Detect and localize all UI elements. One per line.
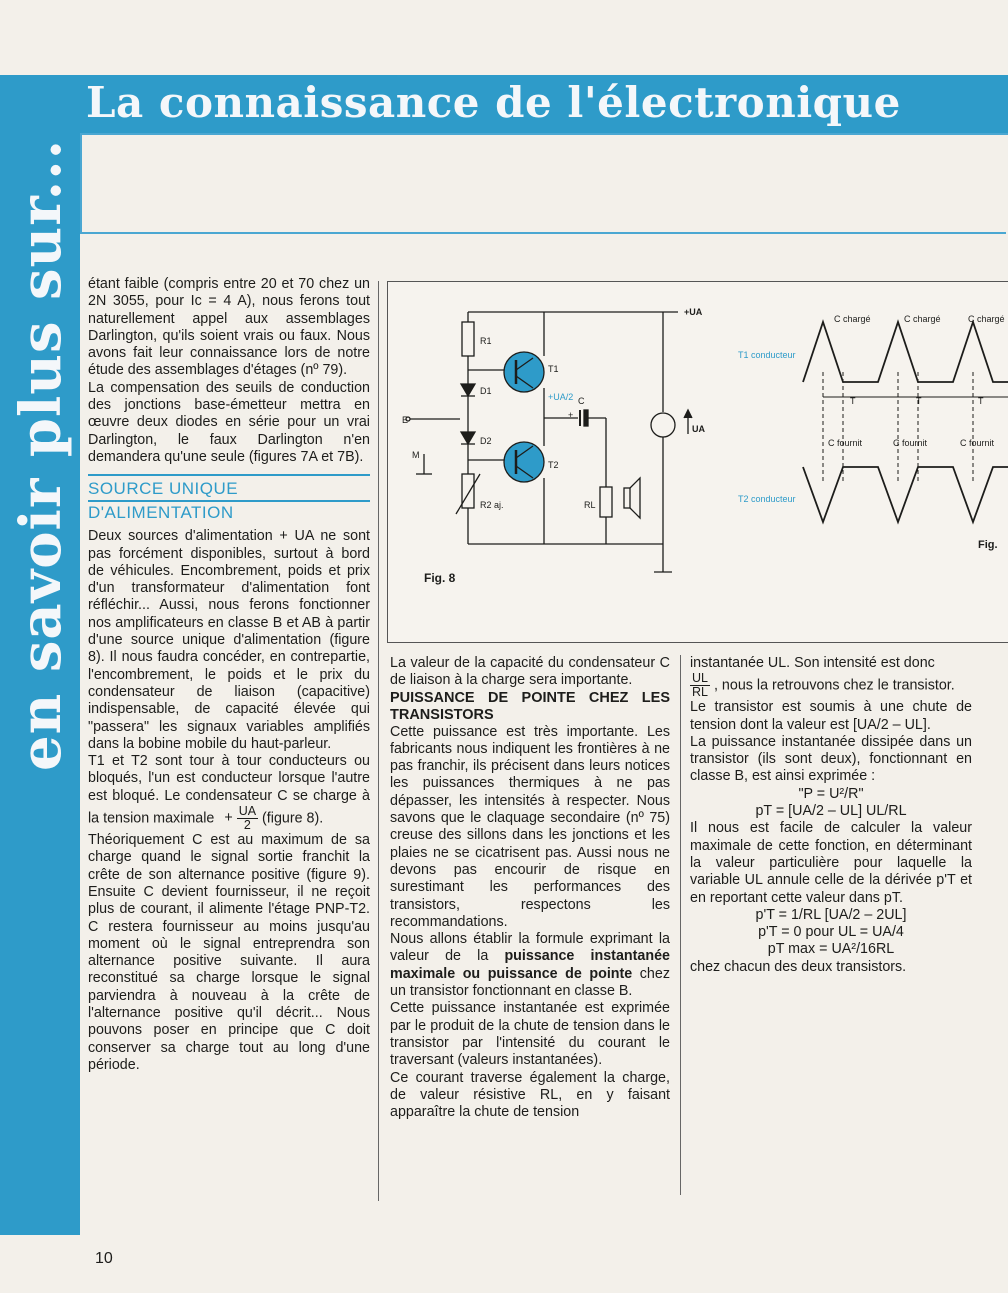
resistor-rl [600, 487, 612, 517]
paragraph: Il nous est facile de calculer la valeur maximale de cette fonction, en déterminant la valeur particulière pour laquelle la variable UL annule celle de la dérivée p'T et en reportant cette valeur dans pT. [690, 820, 972, 906]
label-r1: R1 [480, 336, 492, 346]
label-c-fournit: C fournit [828, 438, 863, 448]
fraction-denominator: 2 [243, 818, 251, 833]
label-r2: R2 aj. [480, 500, 504, 510]
label-d2: D2 [480, 436, 492, 446]
label-t1-conducteur: T1 conducteur [738, 350, 796, 360]
figure-box [387, 281, 1008, 643]
paragraph: La valeur de la capacité du condensateur C de liaison à la charge sera importante. [390, 655, 670, 689]
transistor-t2 [504, 442, 544, 482]
heading-line: SOURCE UNIQUE [88, 479, 239, 499]
label-c: C [578, 396, 585, 406]
paragraph [690, 672, 972, 699]
diode-d2 [461, 432, 475, 444]
paragraph: T1 et T2 sont tour à tour conducteurs ou bloqués, l'un est conducteur lorsque l'autre est bloqué. Le condensateur C se charge à la tension maximale + $\frac{UA}{2}$ (figure 8). [88, 753, 370, 833]
equation: pT = [UA/2 – UL] UL/RL [755, 803, 907, 820]
paragraph: Ce courant traverse également la charge, de valeur résistive RL, en y faisant apparaître la chute de tension [390, 1069, 670, 1121]
label-ua-half: +UA/2 [548, 392, 574, 402]
paragraph: instantanée UL. Son intensité est donc [690, 655, 935, 671]
paragraph: Deux sources d'alimentation + UA ne sont pas forcément disponibles, surtout à bord de véhicules. Encombrement, poids et prix d'un transformateur d'alimentation font réfléchir... Aussi, nous ferons fonctionner nos amplificateurs en classe B et AB à partir d'une source unique d'alimentation (figure 8). Il nous faudra concéder, en contrepartie, l'encombrement, le poids et le prix du condensateur de liaison (capacitive) indispensable, de capacité élevée qui "passera" les signaux variables amplifiés dans la bobine mobile du haut-parleur. [88, 528, 370, 752]
resistor-r2 [462, 474, 474, 508]
figure8-circuit [406, 312, 692, 572]
figure9-waveforms [803, 322, 1008, 522]
label-t2: T2 [548, 460, 559, 470]
figure8-label: Fig. 8 [424, 571, 456, 585]
fraction-denominator: RL [692, 685, 708, 700]
paragraph-text: T1 et T2 sont tour à tour conducteurs ou bloqués, l'un est conducteur lorsque l'autre est bloqué. Le condensateur C se charge à la tension maximale [88, 753, 370, 827]
figure9-label: Fig. [978, 539, 998, 551]
paragraph: La compensation des seuils de conduction des jonctions base-émetteur mettra en œuvre deux diodes en série pour un vrai Darlington, le faux Darlington n'en demandera qu'une seule (figures 7A et 7B). [88, 379, 370, 465]
paragraph: Cette puissance instantanée est exprimée par le produit de la chute de tension dans le transistor par l'intensité du courant le traversant (valeurs instantanées). [390, 1000, 670, 1069]
label-c-charge: C chargé [904, 314, 941, 324]
paragraph-text: Le transistor est soumis à une chute de tension dont la valeur est [690, 699, 972, 733]
column-divider [378, 281, 379, 1201]
equation: "P = U²/R" [798, 785, 864, 802]
paragraph: La puissance instantanée dissipée dans un transistor (ils sont deux), fonctionnant en classe B, est ainsi exprimée : [690, 733, 972, 785]
label-ua-side: UA [692, 424, 705, 434]
paragraph-text: (figure 8). [262, 810, 324, 827]
label-rl: RL [584, 500, 596, 510]
fraction [690, 672, 710, 699]
sidebar-band [0, 75, 80, 1235]
page-title: La connaissance de l'électronique [86, 78, 901, 127]
sub-heading: PUISSANCE DE POINTE CHEZ LES TRANSISTORS [390, 689, 670, 723]
label-period: T [916, 396, 922, 406]
label-e: E [402, 415, 409, 425]
label-c-fournit: C fournit [960, 438, 995, 448]
label-m: M [412, 450, 420, 460]
paragraph: Cette puissance est très importante. Les fabricants nous indiquent les frontières à ne pas franchir, ils précisent dans leurs notices les puissances thermiques à ne pas dépasser, les intensités à respecter. Nous savons que le claquage secondaire (nº 75) creuse des sillons dans les jonctions et les plaies ne se cicatrisent pas. Aussi nous ne devons pas encourir de risque en surestimant les performances des transistors, respectons les recommandations. [390, 723, 670, 930]
transistor-t1 [504, 352, 544, 392]
paragraph [390, 931, 670, 1000]
label-t2-conducteur: T2 conducteur [738, 494, 796, 504]
label-period: T [978, 396, 984, 406]
figures-svg [388, 282, 1008, 642]
text-column-1 [88, 276, 370, 1074]
supply-source [651, 413, 675, 437]
label-c-charge: C chargé [968, 314, 1005, 324]
label-d1: D1 [480, 386, 492, 396]
diode-d1 [461, 384, 475, 396]
fraction [237, 805, 258, 832]
paragraph-text: Nous allons établir la formule exprimant la valeur de la [390, 931, 670, 965]
label-t1: T1 [548, 364, 559, 374]
label-period: T [850, 396, 856, 406]
bold-phrase: puissance instantanée maximale ou puissance de pointe [390, 948, 670, 982]
equation: pT max = UA²/16RL [767, 941, 895, 958]
text-column-2 [390, 655, 670, 1121]
label-ua: +UA [684, 307, 703, 317]
label-c-fournit: C fournit [893, 438, 928, 448]
paragraph-text: chez un transistor fonctionnant en classe B. [390, 965, 670, 1000]
text-column-3 [690, 655, 972, 976]
column-divider [680, 655, 681, 1195]
equation: p'T = 0 pour UL = UA/4 [758, 924, 904, 941]
label-c-charge: C chargé [834, 314, 871, 324]
paragraph-text: , nous la retrouvons chez le transistor. [713, 677, 955, 694]
label-plus: + [568, 410, 574, 420]
heading-line: D'ALIMENTATION [88, 500, 370, 524]
section-heading [88, 474, 370, 524]
paragraph: étant faible (compris entre 20 et 70 chez un 2N 3055, pour Ic = 4 A), nous ferons tout naturellement appel aux assemblages Darlington, qu'ils soient vrais ou faux. Nous avons fait leur connaissance lors de notre étude des assemblages d'étages (nº 79). [88, 276, 370, 379]
header-box [80, 135, 1006, 234]
paragraph: chez chacun des deux transistors. [690, 958, 907, 975]
paragraph: Théoriquement C est au maximum de sa charge quand le signal sortie franchit la crête de son alternance positive (figure 9). Ensuite C devient fournisseur, il ne reçoit plus de courant, il alimente l'étage PNP-T2. C restera fournisseur au moins jusqu'au moment où le signal entreprendra son alternance positive suivante. Il aura reconstitué sa charge lorsque le signal parviendra à nouveau à la crête de l'alternance positive qu'il décrit... Nous pouvons poser en principe que C doit conserver sa charge tout au long d'une période. [88, 832, 370, 1073]
resistor-r1 [462, 322, 474, 356]
paragraph [690, 699, 972, 734]
fraction-numerator: UA [238, 804, 257, 819]
sidebar-title: en savoir plus sur... [8, 138, 74, 772]
fraction-numerator: UL [692, 671, 708, 686]
equation: p'T = 1/RL [UA/2 – 2UL] [755, 906, 907, 923]
page-number: 10 [95, 1250, 113, 1267]
math-expression: [UA/2 – UL]. [852, 716, 931, 733]
